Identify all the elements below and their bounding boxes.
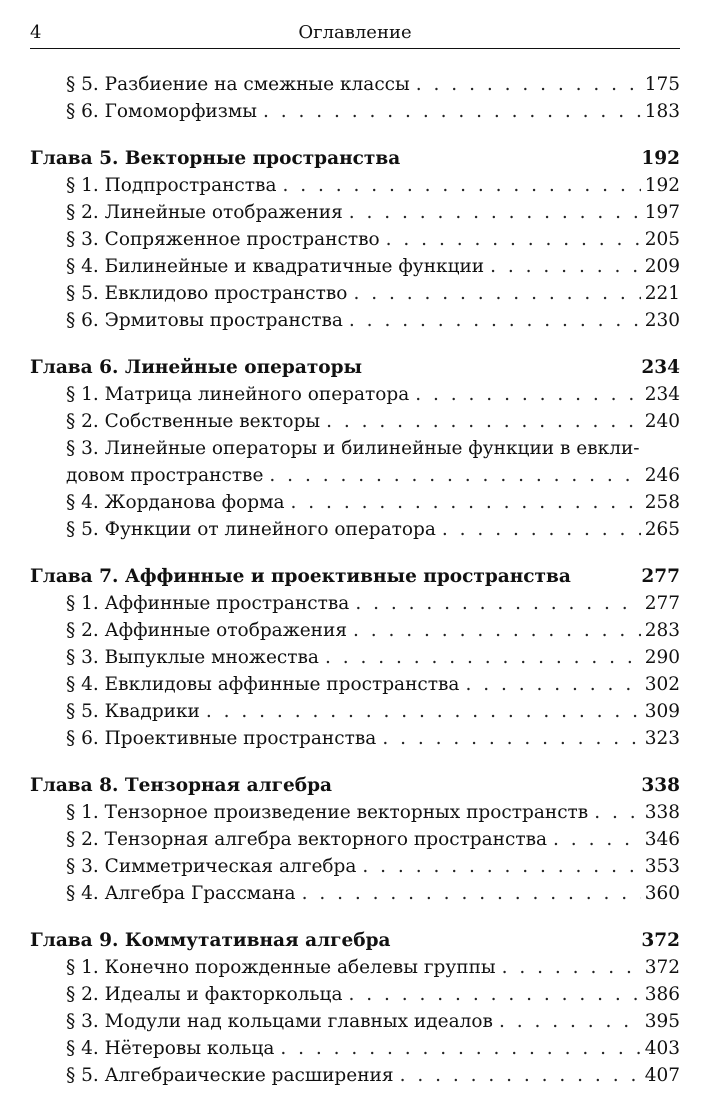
chapter-gap bbox=[30, 752, 680, 772]
toc-entry-title: § 3. Модули над кольцами главных идеалов bbox=[66, 1011, 493, 1032]
dot-leader bbox=[349, 199, 641, 226]
toc-section-entry[interactable] bbox=[30, 799, 680, 826]
toc-entry-title: § 4. Евклидовы аффинные пространства bbox=[66, 674, 460, 695]
toc-entry-title: § 6. Эрмитовы пространства bbox=[66, 310, 343, 331]
toc-page-number: 265 bbox=[644, 519, 680, 540]
toc-entry-title: § 5. Разбиение на смежные классы bbox=[66, 74, 410, 95]
toc-entry-title: Глава 8. Тензорная алгебра bbox=[30, 775, 333, 796]
toc-section-entry[interactable] bbox=[30, 381, 680, 408]
dot-leader bbox=[362, 853, 640, 880]
toc-page-number: 403 bbox=[644, 1038, 680, 1059]
toc-entry-title: § 1. Конечно порожденные абелевы группы bbox=[66, 957, 496, 978]
toc-section-entry[interactable] bbox=[30, 671, 680, 698]
toc-entry-title: § 2. Линейные отображения bbox=[66, 202, 343, 223]
toc-entry-title: § 1. Аффинные пространства bbox=[66, 593, 350, 614]
toc-page-number: 372 bbox=[641, 930, 680, 951]
toc-section-entry[interactable] bbox=[30, 725, 680, 752]
toc-section-entry[interactable] bbox=[30, 307, 680, 334]
chapter-gap bbox=[30, 907, 680, 927]
toc-page-number: 346 bbox=[644, 829, 680, 850]
toc-section-entry[interactable] bbox=[30, 954, 680, 981]
dot-leader bbox=[490, 253, 641, 280]
toc-page-number: 277 bbox=[641, 566, 680, 587]
toc-section-entry[interactable] bbox=[30, 435, 680, 462]
dot-leader bbox=[465, 671, 640, 698]
toc-page-number: 283 bbox=[644, 620, 680, 641]
page-number: 4 bbox=[30, 22, 42, 43]
dot-leader bbox=[302, 880, 641, 907]
toc-page-number: 221 bbox=[644, 283, 680, 304]
toc-page-number: 323 bbox=[644, 728, 680, 749]
toc-entry-title: § 1. Тензорное произведение векторных пространств bbox=[66, 802, 589, 823]
toc-entry-title: § 3. Выпуклые множества bbox=[66, 647, 319, 668]
dot-leader bbox=[442, 516, 641, 543]
toc-chapter-entry[interactable] bbox=[30, 354, 680, 381]
toc-section-entry[interactable] bbox=[30, 199, 680, 226]
dot-leader bbox=[355, 590, 640, 617]
toc-entry-title: § 5. Евклидово пространство bbox=[66, 283, 348, 304]
toc-entry-title: § 5. Квадрики bbox=[66, 701, 200, 722]
dot-leader bbox=[282, 172, 640, 199]
toc-entry-title: § 5. Функции от линейного оператора bbox=[66, 519, 436, 540]
toc-entry-title: § 4. Алгебра Грассмана bbox=[66, 883, 296, 904]
dot-leader bbox=[325, 644, 641, 671]
toc-page-number: 360 bbox=[644, 883, 680, 904]
toc-page-number: 192 bbox=[641, 148, 680, 169]
toc-section-entry[interactable] bbox=[30, 408, 680, 435]
dot-leader bbox=[400, 1062, 641, 1089]
toc-page-number: 230 bbox=[644, 310, 680, 331]
toc-page-number: 277 bbox=[644, 593, 680, 614]
toc-entry-title: § 2. Собственные векторы bbox=[66, 411, 321, 432]
toc-page-number: 302 bbox=[644, 674, 680, 695]
toc-page-number: 234 bbox=[641, 357, 680, 378]
toc-page-number: 246 bbox=[644, 465, 680, 486]
toc-entry-title: § 2. Идеалы и факторкольца bbox=[66, 984, 343, 1005]
toc-section-entry[interactable] bbox=[30, 1062, 680, 1089]
toc-page-number: 353 bbox=[644, 856, 680, 877]
toc-section-entry[interactable] bbox=[30, 880, 680, 907]
dot-leader bbox=[353, 280, 640, 307]
dot-leader bbox=[382, 725, 640, 752]
toc-section-entry[interactable] bbox=[30, 489, 680, 516]
toc-entry-title: Глава 5. Векторные пространства bbox=[30, 148, 401, 169]
toc-chapter-entry[interactable] bbox=[30, 772, 680, 799]
toc-page-number: 258 bbox=[644, 492, 680, 513]
toc-entry-title: § 1. Подпространства bbox=[66, 175, 277, 196]
dot-leader bbox=[415, 381, 640, 408]
toc-chapter-entry[interactable] bbox=[30, 927, 680, 954]
dot-leader bbox=[206, 698, 641, 725]
toc-page-number: 407 bbox=[644, 1065, 680, 1086]
dot-leader bbox=[553, 826, 641, 853]
toc-section-entry[interactable] bbox=[30, 253, 680, 280]
toc-section-entry[interactable] bbox=[30, 981, 680, 1008]
toc-section-entry[interactable] bbox=[30, 644, 680, 671]
dot-leader bbox=[386, 226, 641, 253]
toc-page-number: 192 bbox=[644, 175, 680, 196]
toc-section-entry[interactable] bbox=[30, 826, 680, 853]
toc-section-entry[interactable] bbox=[30, 516, 680, 543]
toc-entry-title: Глава 9. Коммутативная алгебра bbox=[30, 930, 391, 951]
toc-section-entry[interactable] bbox=[30, 172, 680, 199]
toc-entry-title: довом пространстве bbox=[66, 465, 264, 486]
toc-chapter-entry[interactable] bbox=[30, 145, 680, 172]
toc-page-number: 183 bbox=[644, 101, 680, 122]
toc-section-entry[interactable] bbox=[30, 462, 680, 489]
toc-section-entry[interactable] bbox=[30, 853, 680, 880]
toc-entry-title: Глава 7. Аффинные и проективные пространства bbox=[30, 566, 571, 587]
dot-leader bbox=[263, 98, 641, 125]
toc-page-number: 205 bbox=[644, 229, 680, 250]
toc-entry-title: § 6. Проективные пространства bbox=[66, 728, 377, 749]
toc-entry-title: § 1. Матрица линейного оператора bbox=[66, 384, 410, 405]
toc-page-number: 290 bbox=[644, 647, 680, 668]
toc-section-entry[interactable] bbox=[30, 617, 680, 644]
chapter-gap bbox=[30, 543, 680, 563]
toc-page-number: 175 bbox=[644, 74, 680, 95]
toc-page-number: 372 bbox=[644, 957, 680, 978]
dot-leader bbox=[348, 981, 640, 1008]
toc-page-number: 338 bbox=[644, 802, 680, 823]
toc-entry-title: § 4. Нётеровы кольца bbox=[66, 1038, 275, 1059]
page-title: Оглавление bbox=[298, 22, 412, 43]
toc-entry-title: § 5. Алгебраические расширения bbox=[66, 1065, 394, 1086]
toc-entry-title: § 4. Жорданова форма bbox=[66, 492, 285, 513]
toc-entry-title: § 3. Линейные операторы и билинейные функции в евкли- bbox=[66, 438, 640, 459]
toc-page-number: 338 bbox=[641, 775, 680, 796]
dot-leader bbox=[349, 307, 641, 334]
toc-entry-title: § 2. Тензорная алгебра векторного пространства bbox=[66, 829, 548, 850]
toc-section-entry[interactable] bbox=[30, 1008, 680, 1035]
toc-chapter-entry[interactable] bbox=[30, 563, 680, 590]
toc-section-entry[interactable] bbox=[30, 1035, 680, 1062]
dot-leader bbox=[291, 489, 641, 516]
toc-page-number: 240 bbox=[644, 411, 680, 432]
toc-section-entry[interactable] bbox=[30, 226, 680, 253]
chapter-gap bbox=[30, 334, 680, 354]
chapter-gap bbox=[30, 125, 680, 145]
toc-page-number: 395 bbox=[644, 1011, 680, 1032]
dot-leader bbox=[269, 462, 640, 489]
toc-section-entry[interactable] bbox=[30, 280, 680, 307]
dot-leader bbox=[326, 408, 641, 435]
toc-page-number: 234 bbox=[644, 384, 680, 405]
toc-section-entry[interactable] bbox=[30, 71, 680, 98]
toc-page-number: 309 bbox=[644, 701, 680, 722]
toc-page-number: 197 bbox=[644, 202, 680, 223]
dot-leader bbox=[416, 71, 641, 98]
dot-leader bbox=[499, 1008, 641, 1035]
toc-entry-title: § 6. Гомоморфизмы bbox=[66, 101, 257, 122]
toc-section-entry[interactable] bbox=[30, 590, 680, 617]
toc-page-number: 209 bbox=[644, 256, 680, 277]
toc-entry-title: Глава 6. Линейные операторы bbox=[30, 357, 363, 378]
dot-leader bbox=[280, 1035, 640, 1062]
toc-page-number: 386 bbox=[644, 984, 680, 1005]
dot-leader bbox=[502, 954, 641, 981]
toc-entry-title: § 3. Симметрическая алгебра bbox=[66, 856, 357, 877]
toc-entry-title: § 2. Аффинные отображения bbox=[66, 620, 347, 641]
table-of-contents bbox=[30, 71, 680, 1089]
toc-section-entry[interactable] bbox=[30, 98, 680, 125]
dot-leader bbox=[594, 799, 640, 826]
toc-entry-title: § 4. Билинейные и квадратичные функции bbox=[66, 256, 485, 277]
toc-section-entry[interactable] bbox=[30, 698, 680, 725]
toc-entry-title: § 3. Сопряженное пространство bbox=[66, 229, 380, 250]
toc-page bbox=[30, 0, 680, 1089]
running-head bbox=[30, 0, 680, 49]
dot-leader bbox=[353, 617, 641, 644]
